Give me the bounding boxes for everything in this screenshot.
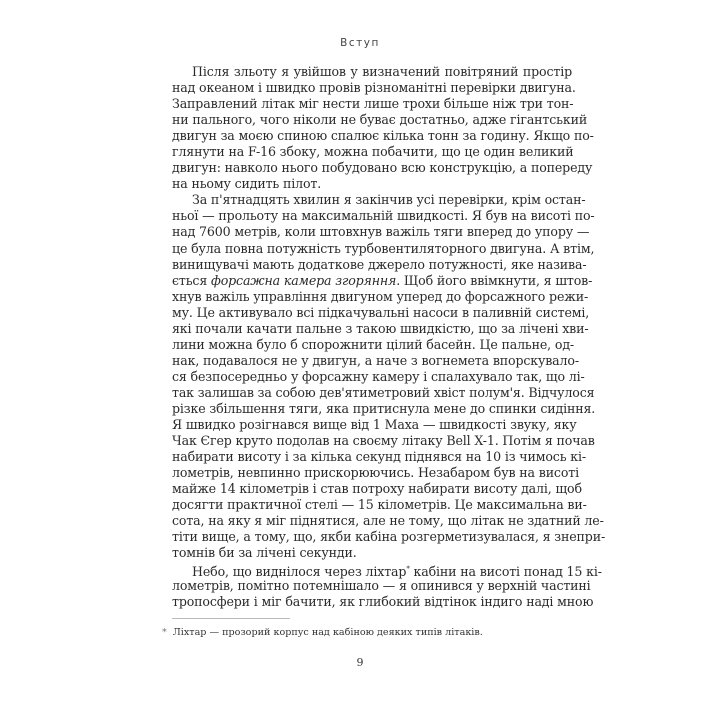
text-segment: кабіни на висоті понад 15 кі- bbox=[409, 564, 602, 580]
text-line: ни пального, чого ніколи не буває достатньо, адже гігантський bbox=[172, 112, 588, 128]
text-line: двигун: навколо нього побудовано всю конструкцію, а попереду bbox=[172, 160, 593, 176]
text-line: томнів би за лічені секунди. bbox=[172, 545, 357, 561]
footnote-mark: * bbox=[162, 627, 167, 638]
text-line bbox=[172, 561, 602, 580]
text-line: набирати висоту і за кілька секунд піднявся на 10 із чимось кі- bbox=[172, 449, 586, 465]
running-head: Вступ bbox=[340, 37, 380, 49]
text-line: лометрів, помітно потемнішало — я опинився у верхній частині bbox=[172, 577, 591, 593]
text-line: Після зльоту я увійшов у визначений повітряний простір bbox=[192, 64, 572, 79]
text-segment: . Щоб його ввімкнути, я штов- bbox=[396, 272, 593, 288]
text-line: так залишав за собою дев'ятиметровий хвіст полум'я. Відчулося bbox=[172, 384, 595, 400]
text-line: глянути на F-16 збоку, можна побачити, що це один великий bbox=[172, 144, 574, 160]
text-line: над океаном і швидко провів різноманітні перевірки двигуна. bbox=[172, 80, 576, 96]
text-segment: Небо, що виднілося через ліхтар bbox=[192, 564, 407, 580]
text-line: досягти практичної стелі — 15 кілометрів. Це максимальна ви- bbox=[172, 497, 587, 513]
text-line: Заправлений літак міг нести лише трохи більше ніж три тон- bbox=[172, 96, 574, 112]
text-line: нак, подавалося не у двигун, а наче з вогнемета впорскувало- bbox=[172, 352, 579, 368]
text-line: це була повна потужність турбовентиляторного двигуна. А втім, bbox=[172, 240, 595, 256]
text-line: які почали качати пальне з такою швидкістю, що за лічені хви- bbox=[172, 320, 589, 336]
text-line: Чак Єгер круто подолав на своєму літаку Bell X-1. Потім я почав bbox=[172, 433, 595, 449]
page-number: 9 bbox=[356, 656, 364, 669]
text-line: різке збільшення тяги, яка притиснула мене до спинки сидіння. bbox=[172, 400, 596, 416]
text-line: майже 14 кілометрів і став потроху набирати висоту далі, щоб bbox=[172, 481, 582, 497]
text-segment: ється bbox=[172, 272, 211, 288]
paragraph bbox=[172, 561, 602, 609]
text-line: над 7600 метрів, коли штовхнув важіль тяги вперед до упору — bbox=[172, 224, 590, 240]
footnote-text: Ліхтар — прозорий корпус над кабіною деяких типів літаків. bbox=[172, 627, 483, 638]
text-line: тропосфери і міг бачити, як глибокий відтінок індиго наді мною bbox=[172, 593, 594, 609]
paragraph bbox=[172, 64, 594, 192]
paragraph bbox=[172, 192, 606, 561]
text-line: на ньому сидить пілот. bbox=[172, 176, 322, 192]
body-text bbox=[172, 64, 606, 610]
text-line: му. Це активувало всі підкачувальні насоси в паливній системі, bbox=[172, 304, 590, 320]
text-line: двигун за моєю спиною спалює кілька тонн за годину. Якщо по- bbox=[172, 128, 594, 144]
text-line: лометрів, невпинно прискорюючись. Незабаром був на висоті bbox=[172, 465, 579, 481]
text-line: винищувачі мають додаткове джерело потужності, яке назива- bbox=[172, 256, 587, 272]
text-line: лини можна було б спорожнити цілий басейн. Це пальне, од- bbox=[172, 336, 575, 352]
text-line: ньої — прольоту на максимальній швидкості. Я був на висоті по- bbox=[172, 208, 595, 224]
text-line: тіти вище, а тому, що, якби кабіна розгерметизувалася, я знепри- bbox=[172, 529, 606, 545]
text-line: За п'ятнадцять хвилин я закінчив усі перевірки, крім остан- bbox=[192, 192, 586, 208]
italic-term: форсажна камера згоряння bbox=[210, 272, 397, 288]
text-line: хнув важіль управління двигуном уперед до форсажного режи- bbox=[172, 288, 589, 304]
text-line bbox=[172, 272, 593, 289]
text-line: Я швидко розігнався вище від 1 Маха — швидкості звуку, яку bbox=[172, 417, 577, 433]
text-line: сота, на яку я міг піднятися, але не тому, що літак не здатний ле- bbox=[172, 513, 604, 529]
text-line: ся безпосередньо у форсажну камеру і спалахувало так, що лі- bbox=[172, 368, 585, 384]
footnote bbox=[162, 627, 483, 638]
footnote-reference: * bbox=[406, 565, 410, 574]
footnote-divider bbox=[172, 618, 290, 619]
